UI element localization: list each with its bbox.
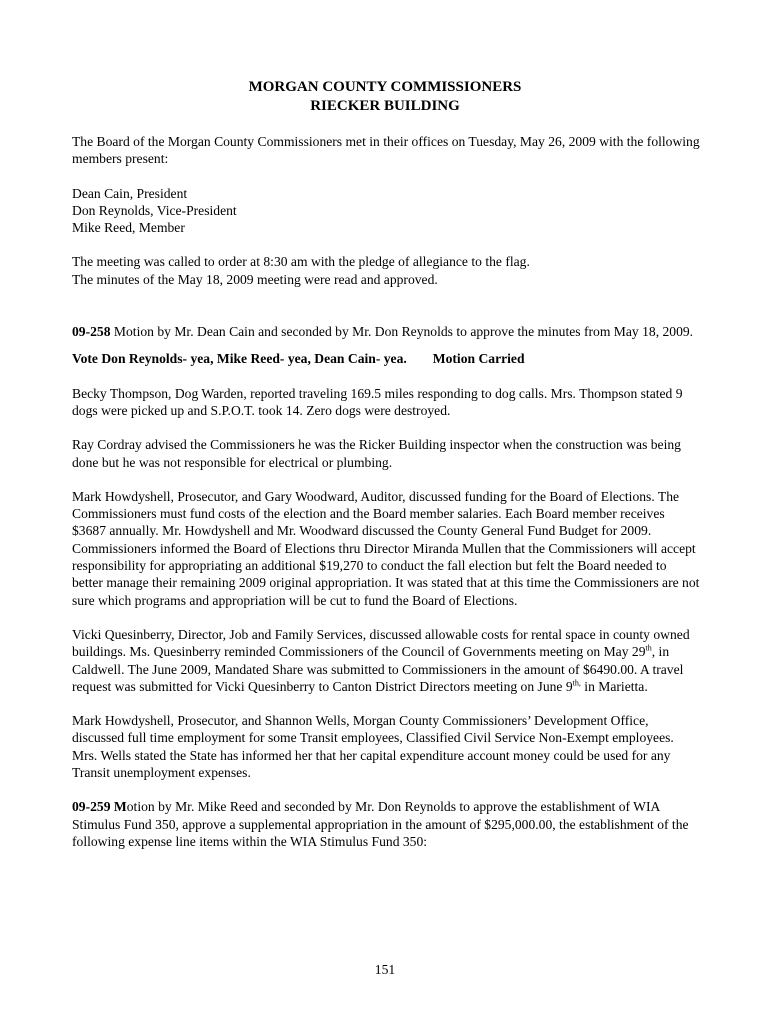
page-number: 151 [374,962,396,977]
members-list [72,185,700,237]
ordinal-suffix: th [645,643,652,653]
quesinberry-text-1: Vicki Quesinberry, Director, Job and Family Services, discussed allowable costs for rental space in county owned buildings. Ms. Quesinberry reminded Commissioners of the Council of Governments meeting on May 29 [72,626,690,660]
motion-text: Motion by Mr. Dean Cain and seconded by Mr. Don Reynolds to approve the minutes from May 18, 2009. [110,324,694,340]
motion-text: otion by Mr. Mike Reed and seconded by Mr. Don Reynolds to approve the establishment of WIA Stimulus Fund 350, approve a supplemental appropriation in the amount of $295,000.00, the establishment of the following expense line items within the WIA Stimulus Fund 350: [72,799,689,849]
motion-number: 09-258 [72,324,111,340]
motion-result: Motion Carried [432,351,525,367]
quesinberry-paragraph [72,626,700,695]
quesinberry-text-2: , in Caldwell. The June 2009, Mandated Share was submitted to Commissioners in the amount of $6490.00. A travel request was submitted for Vicki Quesinberry to Canton District Directors meeting on June 9 [72,644,684,694]
opening-statement [72,253,700,288]
motion-09-259 [72,798,700,850]
motion-number: 09-259 M [72,799,127,815]
intro-paragraph: The Board of the Morgan County Commissioners met in their offices on Tuesday, May 26, 2009 with the following members present: [72,134,700,167]
motion-09-258 [72,323,700,340]
member-vice-president: Don Reynolds, Vice-President [72,202,237,218]
dog-warden-paragraph: Becky Thompson, Dog Warden, reported traveling 169.5 miles responding to dog calls. Mrs. Thompson stated 9 dogs were picked up and S.P.O.T. took 14. Zero dogs were destroyed. [72,385,683,418]
minutes-approved-line: The minutes of the May 18, 2009 meeting were read and approved. [72,271,438,287]
member-president: Dean Cain, President [72,185,188,201]
ordinal-suffix: th, [572,678,581,688]
quesinberry-text-3: in Marietta. [580,678,648,694]
elections-paragraph: Mark Howdyshell, Prosecutor, and Gary Woodward, Auditor, discussed funding for the Board of Elections. The Commissioners must fund costs of the election and the Board member salaries. Each Board member receives $3687 annually. Mr. Howdyshell and Mr. Woodward discussed the County General Fund Budget for 2009. Commissioners informed the Board of Elections thru Director Miranda Mullen that the Commissioners will accept responsibility for appropriating an additional $19,270 to conduct the fall election but felt the Board needed to better manage their remaining 2009 original appropriation. It was stated that at this time the Commissioners are not sure which programs and appropriation will be cut to fund the Board of Elections. [72,488,700,608]
transit-paragraph: Mark Howdyshell, Prosecutor, and Shannon Wells, Morgan County Commissioners’ Development Office, discussed full time employment for some Transit employees, Classified Civil Service Non-Exempt employees. Mrs. Wells stated the State has informed her that her capital expenditure account money could be used for any Transit unemployment expenses. [72,713,674,781]
document-body [72,133,700,850]
document-subtitle: RIECKER BUILDING [310,98,460,114]
member-member: Mike Reed, Member [72,220,185,236]
cordray-paragraph: Ray Cordray advised the Commissioners he was the Ricker Building inspector when the construction was being done but he was not responsible for electrical or plumbing. [72,437,681,470]
call-to-order-line: The meeting was called to order at 8:30 am with the pledge of allegiance to the flag. [72,254,530,270]
document-title: MORGAN COUNTY COMMISSIONERS [248,79,522,95]
document-header [0,78,770,116]
vote-line-09-258 [72,350,700,367]
vote-tally: Vote Don Reynolds- yea, Mike Reed- yea, Dean Cain- yea. [72,351,407,367]
